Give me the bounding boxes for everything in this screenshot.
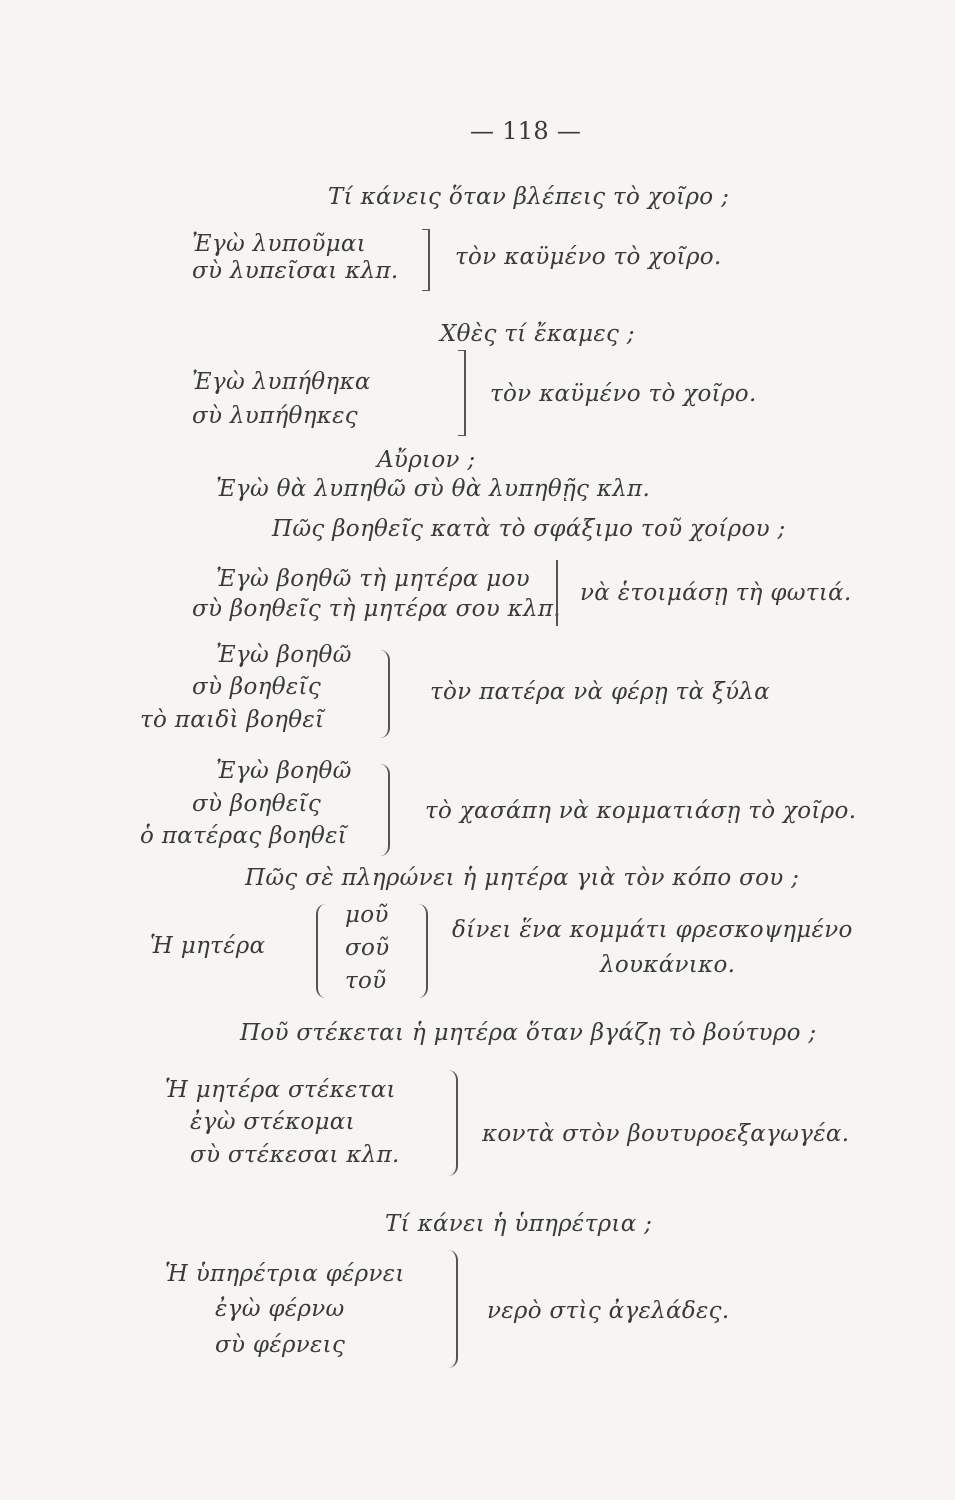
- question-line: Πῶς βοηθεῖς κατὰ τὸ σφάξιμο τοῦ χοίρου ;: [272, 516, 786, 542]
- subject-line: Ἐγὼ λυποῦμαι: [192, 231, 367, 257]
- bracket: [556, 560, 558, 626]
- predicate-line: κοντὰ στὸν βουτυροεξαγωγέα.: [482, 1121, 850, 1147]
- subject-line: ὁ πατέρας βοηθεῖ: [140, 823, 348, 849]
- bracket: [422, 229, 430, 291]
- subject-line: σὺ στέκεσαι κλπ.: [190, 1142, 400, 1168]
- question-line: Τί κάνεις ὅταν βλέπεις τὸ χοῖρο ;: [328, 184, 730, 210]
- pronoun-option: σοῦ: [345, 935, 390, 961]
- subject-line: Ἐγὼ βοηθῶ τὴ μητέρα μου: [216, 566, 530, 592]
- pronoun-option: μοῦ: [345, 902, 389, 928]
- predicate-line: τὸ χασάπη νὰ κομματιάσῃ τὸ χοῖρο.: [425, 798, 857, 824]
- bracket: [380, 764, 390, 856]
- question-line: Πῶς σὲ πληρώνει ἡ μητέρα γιὰ τὸν κόπο σου ;: [245, 865, 800, 891]
- predicate-line: λουκάνικο.: [600, 952, 736, 978]
- predicate-line: τὸν καϋμένο τὸ χοῖρο.: [490, 381, 757, 407]
- subject-line: ἐγὼ στέκομαι: [190, 1109, 355, 1135]
- subject-line: Ἐγὼ βοηθῶ: [216, 758, 352, 784]
- subject-line: σὺ λυπεῖσαι κλπ.: [192, 258, 399, 284]
- subject-line: σὺ βοηθεῖς: [192, 674, 322, 700]
- subject-line: Ἐγὼ βοηθῶ: [216, 642, 352, 668]
- subject-line: Ἡ ὑπηρέτρια φέρνει: [165, 1261, 405, 1287]
- subject-line: ἐγὼ φέρνω: [215, 1296, 345, 1322]
- subject-line: σὺ βοηθεῖς: [192, 791, 322, 817]
- subject-line: σὺ φέρνεις: [215, 1332, 346, 1358]
- predicate-line: τὸν πατέρα νὰ φέρῃ τὰ ξύλα: [430, 679, 770, 705]
- pronoun-option: τοῦ: [345, 968, 387, 994]
- bracket: [458, 350, 466, 436]
- predicate-line: νὰ ἑτοιμάσῃ τὴ φωτιά.: [580, 580, 852, 606]
- subject-line: Ἐγὼ θὰ λυπηθῶ σὺ θὰ λυπηθῇς κλπ.: [216, 476, 651, 502]
- subject-line: Ἐγὼ λυπήθηκα: [192, 369, 371, 395]
- bracket: [448, 1070, 458, 1176]
- question-line: Αὔριον ;: [377, 447, 476, 473]
- subject-line: Ἡ μητέρα στέκεται: [165, 1077, 396, 1103]
- subject-line: σὺ λυπήθηκες: [192, 403, 358, 429]
- question-line: Ποῦ στέκεται ἡ μητέρα ὅταν βγάζῃ τὸ βούτυρο ;: [240, 1020, 817, 1046]
- predicate-line: νερὸ στὶς ἀγελάδες.: [487, 1298, 730, 1324]
- bracket: [316, 904, 326, 998]
- question-line: Τί κάνει ἡ ὑπηρέτρια ;: [385, 1211, 653, 1237]
- subject-line: Ἡ μητέρα: [150, 933, 266, 959]
- question-line: Χθὲς τί ἔκαμες ;: [440, 321, 635, 347]
- predicate-line: δίνει ἕνα κομμάτι φρεσκοψημένο: [452, 917, 853, 943]
- subject-line: σὺ βοηθεῖς τὴ μητέρα σου κλπ.: [192, 596, 561, 622]
- bracket: [380, 650, 390, 738]
- bracket: [418, 904, 428, 998]
- subject-line: τὸ παιδὶ βοηθεῖ: [140, 707, 325, 733]
- page-number: — 118 —: [470, 117, 582, 145]
- predicate-line: τὸν καϋμένο τὸ χοῖρο.: [455, 244, 722, 270]
- bracket: [448, 1250, 458, 1368]
